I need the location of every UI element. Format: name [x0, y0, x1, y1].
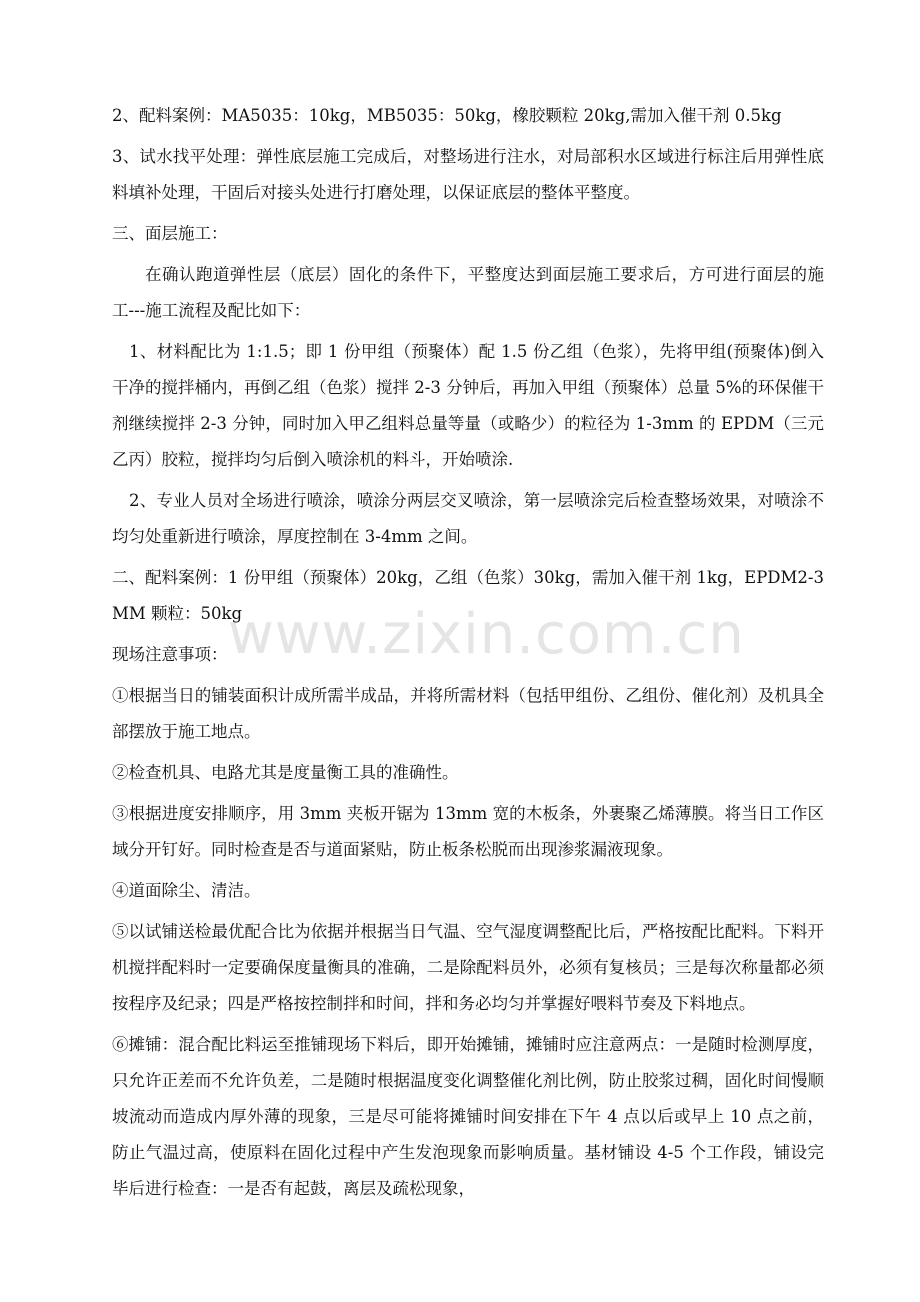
paragraph-mix-example-1: 2、配料案例：MA5035：10kg，MB5035：50kg，橡胶颗粒 20kg,需加入催干剂 0.5kg	[112, 106, 782, 125]
document-body	[112, 98, 824, 1212]
note-item-3: ③根据进度安排顺序，用 3mm 夹板开锯为 13mm 宽的木板条，外裹聚乙烯薄膜。将当日工作区域分开钉好。同时检查是否与道面紧贴，防止板条松脱而出现渗浆漏液现象。	[112, 804, 824, 859]
note-item-1: ①根据当日的铺装面积计成所需半成品，并将所需材料（包括甲组份、乙组份、催化剂）及机具全部摆放于施工地点。	[112, 686, 824, 741]
watermark: www.zixin.com.cn	[228, 602, 745, 667]
note-item-2: ②检查机具、电路尤其是度量衡工具的准确性。	[112, 763, 459, 782]
paragraph-surface-intro: 在确认跑道弹性层（底层）固化的条件下，平整度达到面层施工要求后，方可进行面层的施工---施工流程及配比如下：	[112, 265, 824, 320]
note-item-5: ⑤以试铺送检最优配合比为依据并根据当日气温、空气湿度调整配比后，严格按配比配料。下料开机搅拌配料时一定要确保度量衡具的准确，二是除配料员外，必须有复核员；三是每次称量都必须按程序及纪录；四是严格按控制拌和时间，拌和务必均匀并掌握好喂料节奏及下料地点。	[112, 922, 824, 1013]
section-heading-surface-construction: 三、面层施工：	[112, 224, 228, 243]
paragraph-material-ratio: 1、材料配比为 1:1.5；即 1 份甲组（预聚体）配 1.5 份乙组（色浆），先将甲组(预聚体)倒入干净的搅拌桶内，再倒乙组（色浆）搅拌 2-3 分钟后，再加入甲组（预聚体）总量 5%的环保催干剂继续搅拌 2-3 分钟，同时加入甲乙组料总量等量（或略少）的粒径为 1-3mm 的 EPDM（三元乙丙）胶粒，搅拌均匀后倒入喷涂机的料斗，开始喷涂.	[112, 342, 824, 469]
paragraph-spraying: 2、专业人员对全场进行喷涂，喷涂分两层交叉喷涂，第一层喷涂完后检查整场效果，对喷涂不均匀处重新进行喷涂，厚度控制在 3-4mm 之间。	[112, 491, 824, 546]
note-item-4: ④道面除尘、清洁。	[112, 881, 261, 900]
paragraph-leveling-water-test: 3、试水找平处理：弹性底层施工完成后，对整场进行注水，对局部积水区域进行标注后用弹性底料填补处理，干固后对接头处进行打磨处理，以保证底层的整体平整度。	[112, 147, 824, 202]
note-item-6: ⑥摊铺：混合配比料运至推铺现场下料后，即开始摊铺，摊铺时应注意两点：一是随时检测厚度，只允许正差而不允许负差，二是随时根据温度变化调整催化剂比例，防止胶浆过稠，固化时间慢顺坡流动而造成内厚外薄的现象，三是尽可能将摊铺时间安排在下午 4 点以后或早上 10 点之前，防止气温过高，使原料在固化过程中产生发泡现象而影响质量。基材铺设 4-5 个工作段，铺设完毕后进行检查：一是否有起鼓，离层及疏松现象，	[112, 1035, 824, 1198]
section-heading-site-notes: 现场注意事项：	[112, 645, 228, 664]
paragraph-mix-example-2: 二、配料案例：1 份甲组（预聚体）20kg，乙组（色浆）30kg，需加入催干剂 1kg，EPDM2-3MM 颗粒：50kg	[112, 568, 824, 623]
